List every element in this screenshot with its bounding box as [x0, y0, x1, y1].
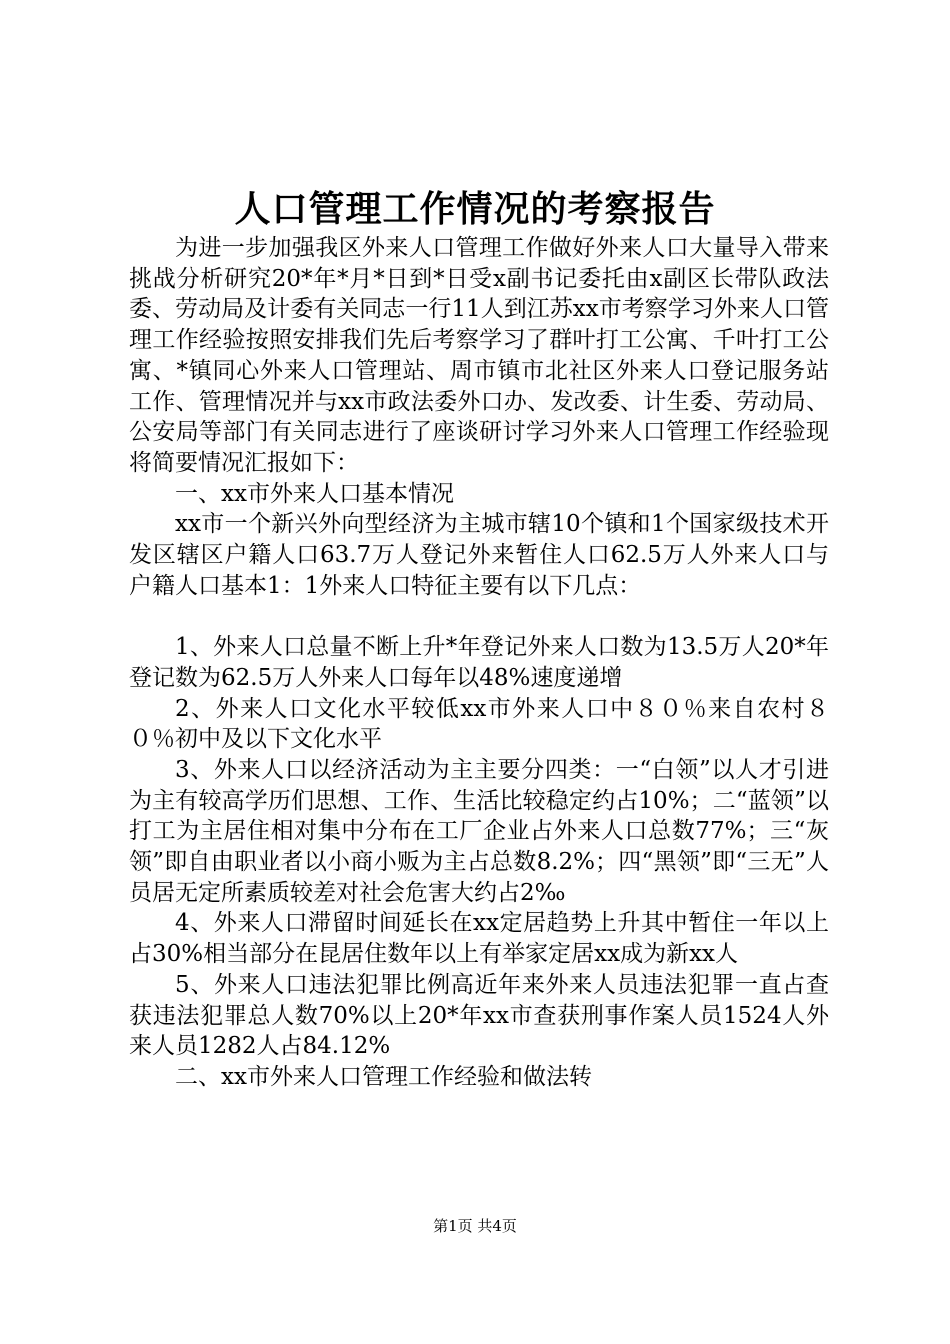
document-title: 人口管理工作情况的考察报告: [234, 188, 716, 230]
page-footer: 第1页 共4页: [433, 1217, 517, 1235]
blank-line: [129, 601, 829, 632]
point-4-paragraph: 4、外来人口滞留时间延长在xx定居趋势上升其中暂住一年以上占30%相当部分在昆居住数年以上有举家定居xx成为新xx人: [129, 910, 829, 968]
intro-paragraph: 为进一步加强我区外来人口管理工作做好外来人口大量导入带来挑战分析研究20*年*月*日到*日受x副书记委托由x副区长带队政法委、劳动局及计委有关同志一行11人到江苏xx市考察学习外来人口管理工作经验按照安排我们先后考察学习了群叶打工公寓、千叶打工公寓、*镇同心外来人口管理站、周市镇市北社区外来人口登记服务站工作、管理情况并与xx市政法委外口办、发改委、计生委、劳动局、公安局等部门有关同志进行了座谈研讨学习外来人口管理工作经验现将简要情况汇报如下：: [129, 235, 829, 476]
point-5-paragraph: 5、外来人口违法犯罪比例高近年来外来人员违法犯罪一直占查获违法犯罪总人数70%以上20*年xx市查获刑事作案人员1524人外来人员1282人占84.12%: [129, 971, 829, 1060]
document-body: [129, 233, 829, 1093]
point-3-paragraph: 3、外来人口以经济活动为主主要分四类：一“白领”以人才引进为主有较高学历们思想、工作、生活比较稳定约占10%；二“蓝领”以打工为主居住相对集中分布在工厂企业占外来人口总数77%；三“灰领”即自由职业者以小商小贩为主占总数8.2%；四“黑领”即“三无”人员居无定所素质较差对社会危害大约占2‰: [129, 756, 829, 906]
section-heading-2: 二、xx市外来人口管理工作经验和做法转: [175, 1063, 592, 1090]
overview-paragraph: xx市一个新兴外向型经济为主城市辖10个镇和1个国家级技术开发区辖区户籍人口63.7万人登记外来暂住人口62.5万人外来人口与户籍人口基本1：1外来人口特征主要有以下几点：: [129, 511, 829, 599]
point-2-paragraph: 2、外来人口文化水平较低xx市外来人口中８０％来自农村８０％初中及以下文化水平: [129, 695, 829, 753]
point-1-paragraph: 1、外来人口总量不断上升*年登记外来人口数为13.5万人20*年登记数为62.5万人外来人口每年以48%速度递增: [129, 634, 829, 691]
section-heading-1: 一、xx市外来人口基本情况: [175, 480, 454, 507]
